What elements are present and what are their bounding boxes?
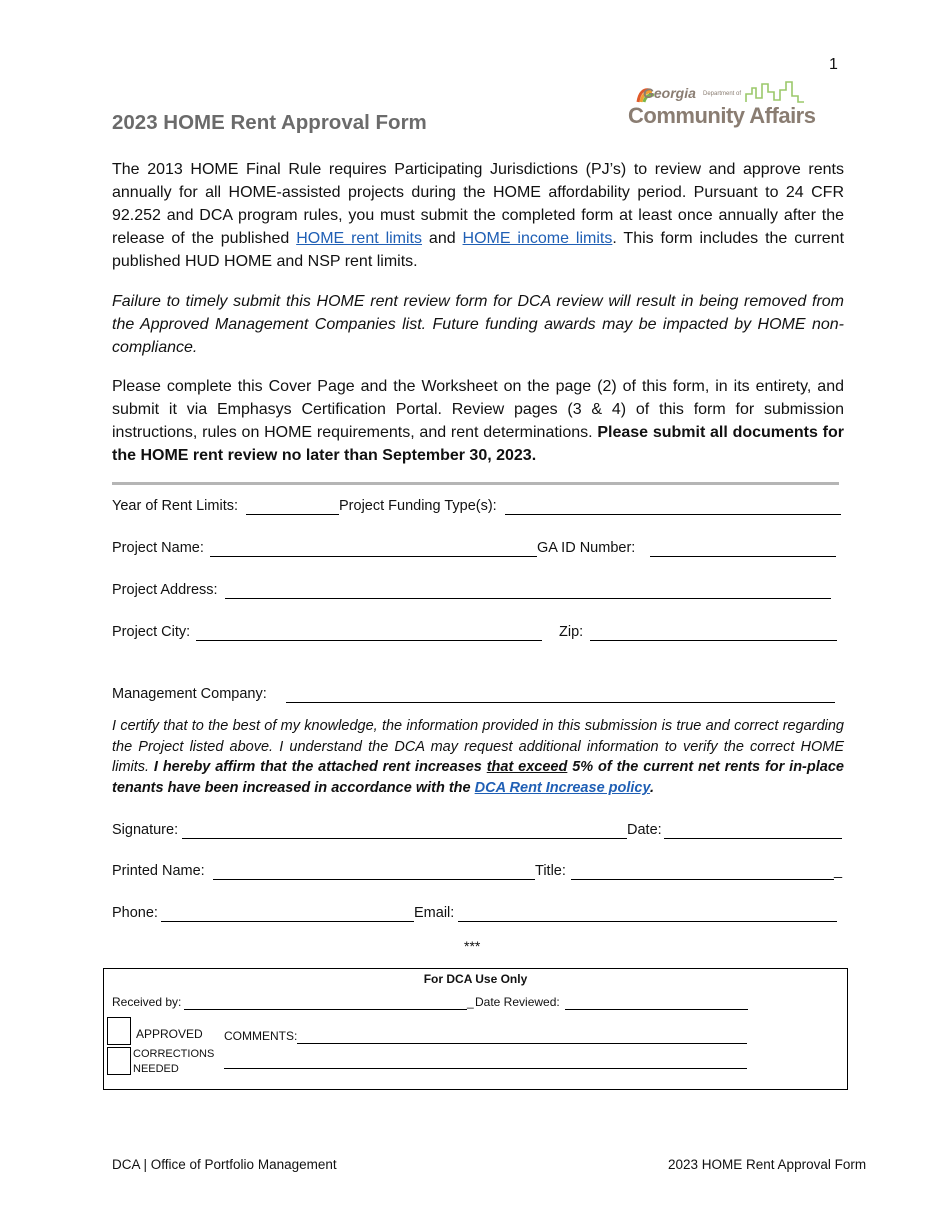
funding-field[interactable]: [505, 514, 841, 515]
dca-logo: [628, 80, 818, 132]
address-label: Project Address:: [112, 582, 218, 598]
approved-label: APPROVED: [136, 1027, 203, 1041]
separator: ***: [464, 938, 481, 954]
date-field[interactable]: [664, 838, 842, 839]
date-reviewed-label: Date Reviewed:: [475, 995, 560, 1009]
corrections-label-2: NEEDED: [133, 1063, 179, 1075]
year-field[interactable]: [246, 514, 339, 515]
approved-checkbox[interactable]: [107, 1017, 131, 1045]
instructions-paragraph: [112, 375, 844, 467]
cert-text: I certify that to the best of my knowledge, the information provided in this submission is true and correct regarding the Project listed above. I understand the DCA may request additional information to verify the correct HOME limits.: [112, 718, 844, 776]
zip-field[interactable]: [590, 640, 837, 641]
mgmt-field[interactable]: [286, 702, 835, 703]
ga-id-label: GA ID Number:: [537, 540, 636, 556]
corrections-label-1: CORRECTIONS: [133, 1048, 215, 1060]
home-rent-limits-link[interactable]: HOME rent limits: [296, 230, 423, 247]
phone-field[interactable]: [161, 921, 414, 922]
page-number: 1: [829, 56, 838, 73]
signature-label: Signature:: [112, 822, 179, 838]
phone-label: Phone:: [112, 905, 158, 921]
intro-paragraph: [112, 158, 844, 273]
date-reviewed-field[interactable]: [565, 1009, 748, 1010]
footer-left: DCA | Office of Portfolio Management: [112, 1157, 337, 1172]
address-field[interactable]: [225, 598, 831, 599]
mgmt-label: Management Company:: [112, 686, 267, 702]
home-income-limits-link[interactable]: HOME income limits: [462, 230, 613, 247]
warning-paragraph: Failure to timely submit this HOME rent review form for DCA review will result in being removed from the Approved Management Companies list. Future funding awards may be impacted by HOME non-compliance.: [112, 293, 844, 356]
section-divider: [112, 482, 839, 485]
intro-text-a: The 2013 HOME Final Rule requires Participating Jurisdictions (PJ’s) to review and approve rents annually for all HOME-assisted projects during the HOME affordability period. Pursuant to 24 CFR 92.252 and DCA program rules, you must submit the completed form at least once annually after the release of the published: [112, 161, 844, 247]
ga-id-field[interactable]: [650, 556, 836, 557]
corrections-checkbox[interactable]: [107, 1047, 131, 1075]
rent-increase-policy-link[interactable]: DCA Rent Increase policy: [474, 780, 651, 797]
deadline-text: Please submit all documents for the HOME rent review no later than September 30, 2023.: [112, 424, 844, 464]
page-title: 2023 HOME Rent Approval Form: [112, 111, 427, 134]
received-by-label: Received by:: [112, 995, 182, 1009]
project-name-label: Project Name:: [112, 540, 204, 556]
signature-field[interactable]: [182, 838, 627, 839]
received-trail: _: [467, 995, 474, 1009]
cert-bold-b: 5% of the current net rents for in-place tenants have been increased in accordance with the: [112, 759, 844, 797]
funding-label: Project Funding Type(s):: [339, 498, 497, 514]
cert-underline: that exceed: [486, 759, 568, 776]
zip-label: Zip:: [559, 624, 584, 640]
comments-field-1[interactable]: [297, 1043, 747, 1044]
year-label: Year of Rent Limits:: [112, 498, 238, 514]
footer-right: 2023 HOME Rent Approval Form: [668, 1157, 867, 1172]
dca-use-only-box: [103, 968, 848, 1090]
printed-name-label: Printed Name:: [112, 863, 205, 879]
dca-box-title: For DCA Use Only: [423, 972, 528, 986]
city-label: Project City:: [112, 624, 191, 640]
cert-bold-a: I hereby affirm that the attached rent increases: [153, 759, 487, 776]
comments-label: COMMENTS:: [224, 1029, 298, 1043]
date-label: Date:: [627, 822, 662, 838]
received-by-field[interactable]: [184, 1009, 467, 1010]
project-name-field[interactable]: [210, 556, 537, 557]
intro-text-c: . This form includes the current published HUD HOME and NSP rent limits.: [112, 230, 845, 270]
intro-text-b: and: [422, 230, 463, 247]
logo-agency: Community Affairs: [628, 103, 816, 128]
logo-department: Department of: [703, 91, 742, 97]
email-field[interactable]: [458, 921, 837, 922]
instructions-text: Please complete this Cover Page and the Worksheet on the page (2) of this form, in its entirety, and submit it via Emphasys Certification Portal. Review pages (3 & 4) of this form for submission instructions, rules on HOME requirements, and rent determinations.: [112, 378, 844, 441]
title-trail: _: [834, 863, 843, 879]
printed-name-field[interactable]: [213, 879, 535, 880]
certification-text: [112, 716, 844, 799]
title-label: Title:: [535, 863, 566, 879]
comments-field-2[interactable]: [224, 1068, 747, 1069]
title-field[interactable]: [571, 879, 834, 880]
email-label: Email:: [414, 905, 455, 921]
city-field[interactable]: [196, 640, 542, 641]
cert-end: .: [650, 780, 655, 797]
logo-state: Georgia: [643, 85, 696, 101]
